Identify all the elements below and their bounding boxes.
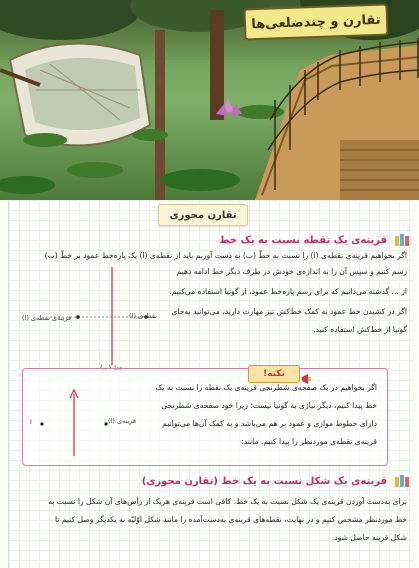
section1-line-2: رسم کنیم و سپس آن را به اندازه‌ی خودش در طرف دیگر خط ادامه دهیم <box>176 267 407 276</box>
header-illustration <box>0 0 419 200</box>
grid-image-label: قرینه‌ی (ا) <box>108 417 136 425</box>
section2-line-3: شکل قرینه حاصل شود. <box>331 533 407 542</box>
chapter-title-banner <box>243 3 388 40</box>
section1-line-1: اگر بخواهیم قرینه‌ی نقطه‌ی (ا) را نسبت به خطّ (ب) به دست آوریم باید از نقطه‌ی (ا) یک پاره‌خط عمود بر خطّ (ب) <box>44 251 407 260</box>
note-line-4: قرینه‌ی نقطه‌ی موردنظر را پیدا کنیم. مانند: <box>241 437 377 446</box>
section2-heading: قرینه‌ی یک شکل نسبت به یک خط (تقارن محوری) <box>141 476 387 487</box>
section2-line-1: برای به‌دست آوردن قرینه‌ی یک شکل نسبت به یک خط، کافی است قرینه‌ی هریک از رأس‌های آن شکل را نسبت به <box>48 497 407 506</box>
note-line-2: خط پیدا کنیم، دیگر نیازی به گونیا نیست؛ زیرا خود صفحه‌ی شطرنجی <box>161 401 377 410</box>
section1-line-5: گونیا از خط‌کش استفاده کنید. <box>313 325 407 334</box>
section1-line-4: اگر در کشیدن خط عمود به کمک خط‌کش نیز مهارت دارید، می‌توانید به‌جای <box>171 307 407 316</box>
pencil-icon-2 <box>394 474 412 488</box>
section-tab <box>158 204 248 226</box>
note-line-3: دارای خطوط موازی و عمود بر هم می‌باشد و به کمک آن‌ها می‌توانیم <box>162 419 377 428</box>
note-tag-label: نکته! <box>263 369 285 379</box>
section2-line-2: خط موردنظر مشخص کنیم و در نهایت، نقطه‌های قرینه‌ی به‌دست‌آمده را مانند شکل اوّلیّه به یکدیگر وصل کنیم تا <box>54 515 407 524</box>
section1-line-3: از ... گذشته می‌دانیم که برای رسم پاره‌خط عمود، از گونیا استفاده می‌کنیم. <box>169 287 407 296</box>
section-tab-label: تقارن محوری <box>169 209 237 221</box>
grid-point-mark: ا <box>30 418 32 426</box>
section1-heading: قرینه‌ی یک نقطه نسبت به یک خط <box>219 235 387 246</box>
note-line-1: اگر بخواهیم در یک صفحه‌ی شطرنجی قرینه‌ی یک نقطه را نسبت به یک <box>155 383 377 392</box>
point-a-image-label: قرینه‌ی نقطه‌ی (ا) <box>22 314 72 322</box>
point-a-image <box>76 315 80 319</box>
point-a-label: نقطه‌ی (ا) <box>129 312 157 320</box>
pencil-icon <box>394 233 412 247</box>
chapter-title: تقارن و چندضلعی‌ها <box>251 12 381 32</box>
